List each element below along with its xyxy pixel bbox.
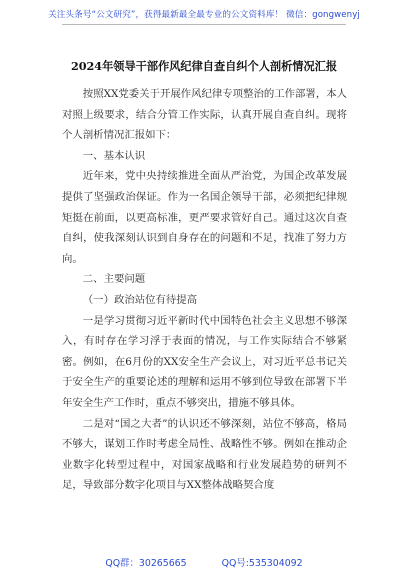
section-heading-main-problems: 二、主要问题: [82, 273, 146, 286]
footer-qq-group: QQ群：30265665: [105, 558, 187, 569]
basic-understanding-paragraph: 近年来，党中央持续推进全面从严治党，为国企改革发展提供了坚强政治保证。作为一名国企领导干部，必须把纪律规矩挺在前面，以更高标准，更严要求管好自己。通过这次自查自纠，使我深刻认识到自身存在的问题和不足，找准了努力方向。: [62, 170, 347, 265]
section-heading-basic-understanding: 一、基本认识: [82, 149, 146, 162]
subsection-heading-political-stance: （一）政治站位有待提高: [82, 293, 198, 306]
intro-paragraph: 按照XX党委关于开展作风纪律专项整治的工作部署，本人对照上级要求，结合分管工作实际，认真开展自查自纠。现将个人剖析情况汇报如下：: [62, 88, 347, 142]
header-divider: [62, 24, 346, 25]
header-banner: 关注头条号“公文研究”，获得最新最全最专业的公文资料库！ 微信：gongwenyj: [48, 10, 360, 20]
problem-two-paragraph: 二是对“国之大者”的认识还不够深刻，站位不够高，格局不够大，谋划工作时考虑全局性、战略性不够。例如在推动企业数字化转型过程中，对国家战略和行业发展趋势的研判不足，导致部分数字化项目与XX整体战略契合度: [62, 417, 347, 492]
document-body: [62, 84, 347, 496]
problem-one-paragraph: 一是学习贯彻习近平新时代中国特色社会主义思想不够深入，有时存在学习浮于表面的情况，与工作实际结合不够紧密。例如，在6月份的XX安全生产会议上，对习近平总书记关于安全生产的重要论述的理解和运用不够到位导致在部署下半年安全生产工作时，重点不够突出，措施不够具体。: [62, 314, 347, 409]
document-title: 2024年领导干部作风纪律自查自纠个人剖析情况汇报: [70, 59, 338, 73]
footer-contact: [0, 555, 408, 569]
footer-qq-number: QQ号:535304092: [221, 558, 303, 569]
